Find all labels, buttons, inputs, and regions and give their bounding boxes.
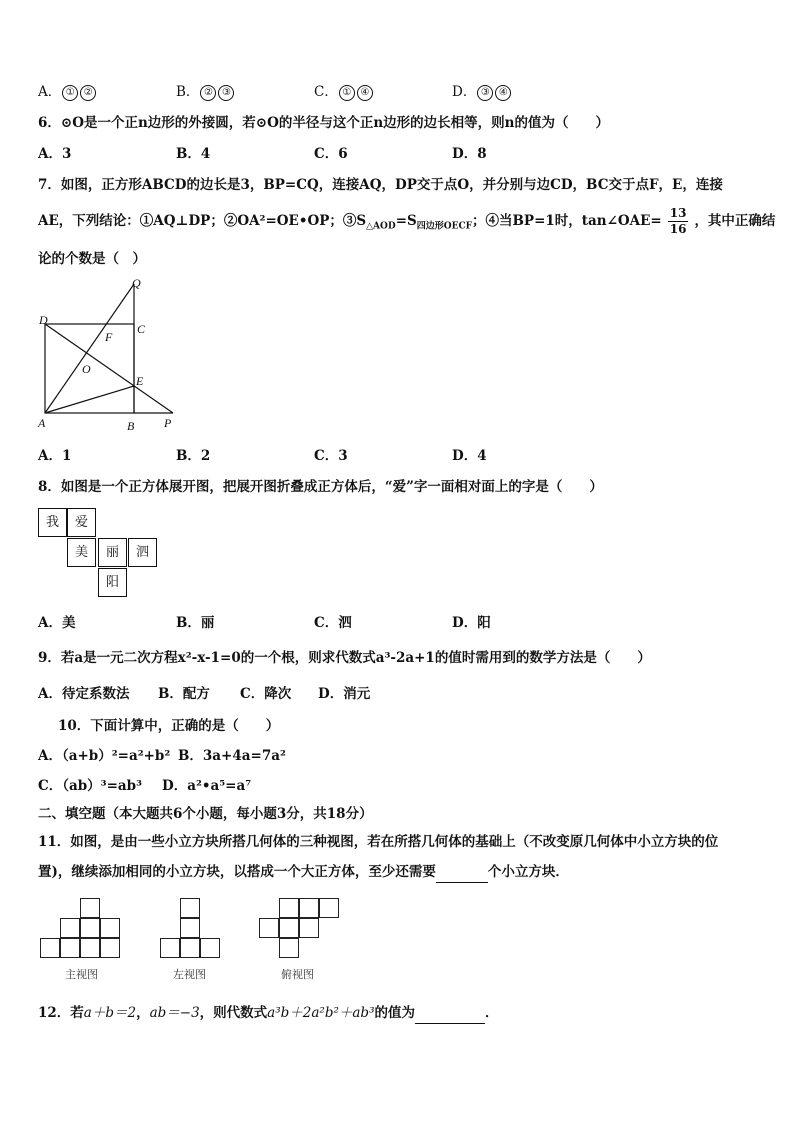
q9-option-c: C．降次 — [240, 686, 292, 702]
q7-square-figure — [30, 275, 190, 435]
q7-line2: AE，下列结论：①AQ⊥DP；②OA²=OE•OP；$③S_{\triangle AOD}=S_{四边形OECF}$；④当BP=1时，tan∠OAE= $\frac{13}{16}$ ，其中正确结 — [38, 206, 776, 236]
q8-option-a: A．美 — [38, 615, 76, 631]
q9-option-b: B．配方 — [158, 686, 210, 702]
net-cell-si: 泗 — [128, 538, 157, 567]
left-view-label: 左视图 — [173, 968, 206, 981]
q5-option-b: B． ② ③ — [176, 82, 235, 102]
q7-line1: 7．如图，正方形ABCD的边长是3，BP=CQ，连接AQ，DP交于点O，并分别与边CD，BC交于点F，E，连接 — [38, 177, 723, 193]
q9-option-d: D．消元 — [318, 686, 371, 702]
label-p: P — [164, 416, 172, 430]
q10-option-c: C．（ab）³=ab³ — [38, 778, 143, 794]
section2-title: 二、填空题（本大题共6个小题，每小题3分，共18分） — [38, 806, 373, 822]
q7-option-a: A．1 — [38, 448, 72, 464]
net-cell-yang: 阳 — [98, 568, 127, 597]
q5-option-c: C． ① ④ — [314, 82, 374, 102]
net-cell-li: 丽 — [98, 538, 127, 567]
label-b: B — [127, 419, 135, 433]
q10-text: 10．下面计算中，正确的是（ ） — [58, 718, 280, 734]
q6-option-a: A．3 — [38, 146, 72, 162]
label-f: F — [105, 330, 113, 344]
label-e: E — [136, 374, 144, 388]
net-cell-ai: 爱 — [67, 508, 96, 537]
q5-option-d: D． ③ ④ — [452, 82, 512, 102]
q9-option-a: A．待定系数法 — [38, 686, 130, 702]
q6-option-d: D．8 — [452, 146, 487, 162]
q8-option-d: D．阳 — [452, 615, 491, 631]
q6-option-c: C．6 — [314, 146, 348, 162]
q12-text: 12．若a＋b＝2，ab＝−3，则代数式a³b＋2a²b²＋ab³的值为 ． — [38, 1003, 498, 1024]
q8-option-c: C．泗 — [314, 615, 352, 631]
label-d: D — [39, 313, 48, 327]
q7-option-c: C．3 — [314, 448, 348, 464]
q7-option-d: D．4 — [452, 448, 487, 464]
q7-option-b: B．2 — [176, 448, 211, 464]
net-cell-mei: 美 — [67, 538, 96, 567]
q8-text: 8．如图是一个正方体展开图，把展开图折叠成正方体后，“爱”字一面相对面上的字是（ ） — [38, 479, 603, 495]
line-ae — [45, 386, 134, 413]
net-cell-wo: 我 — [38, 508, 67, 537]
label-c: C — [137, 322, 146, 336]
q7-line3: 论的个数是（ ） — [38, 251, 146, 267]
q11-line2: 置)，继续添加相同的小立方块，以搭成一个大正方体，至少还需要 个小立方块． — [38, 862, 569, 883]
label-a: A — [38, 416, 46, 430]
line-aq — [45, 284, 134, 413]
q11-line1: 11．如图，是由一些小立方块所搭几何体的三种视图，若在所搭几何体的基础上（不改变原几何体中小立方块的位 — [38, 834, 719, 850]
tan-fraction: $\frac{13}{16}$ — [669, 206, 687, 236]
q10-option-d: D．a²•a⁵=a⁷ — [162, 778, 252, 794]
q6-text: 6．⊙O是一个正n边形的外接圆，若⊙O的半径与这个正n边形的边长相等，则n的值为（ ） — [38, 115, 609, 131]
front-view — [40, 898, 140, 960]
cube-net — [38, 508, 160, 598]
q5-option-a: A． ① ② — [38, 82, 97, 102]
q6-option-b: B．4 — [176, 146, 211, 162]
q9-text: 9．若a是一元二次方程x²-x-1=0的一个根，则求代数式a³-2a+1的值时需用到的数学方法是（ ） — [38, 650, 651, 666]
top-view — [259, 898, 359, 960]
q10-option-a: A．（a+b）²=a²+b² — [38, 748, 171, 764]
label-q: Q — [132, 276, 141, 290]
left-view — [160, 898, 240, 960]
front-view-label: 主视图 — [65, 968, 98, 981]
q8-option-b: B．丽 — [176, 615, 215, 631]
top-view-label: 俯视图 — [281, 968, 314, 981]
label-o: O — [82, 362, 91, 376]
q10-option-b: B．3a+4a=7a² — [178, 748, 286, 764]
